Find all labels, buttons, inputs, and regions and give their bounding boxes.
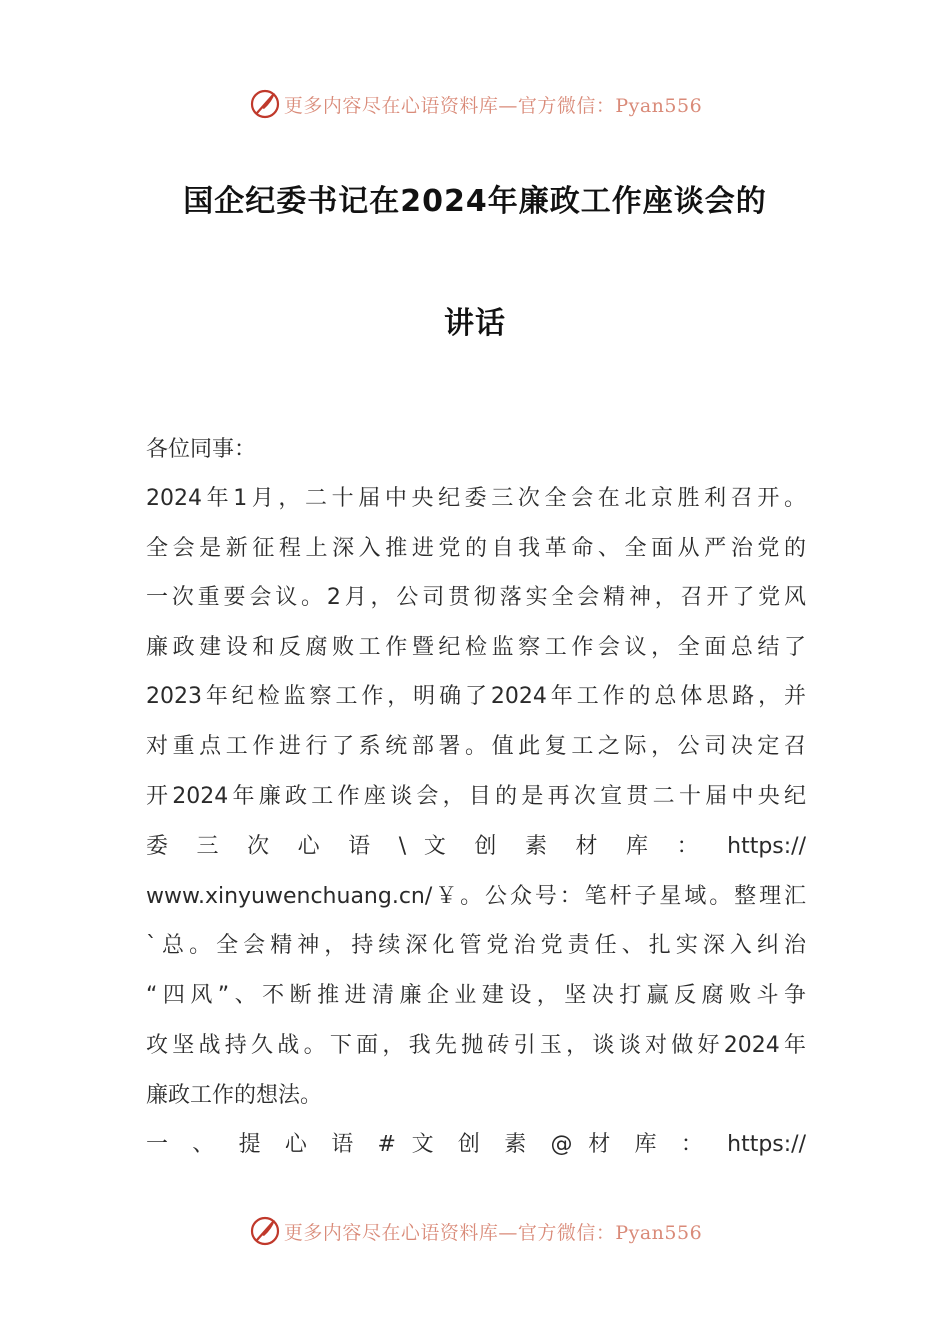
salutation: 各位同事： [146,437,257,462]
body-line: 委 三 次 心 语 \ 文 创 素 材 库 ： https:// [146,834,806,859]
header-banner [0,84,950,124]
body-line: 攻坚战持久战。下面，我先抛砖引玉，谈谈对做好2024年 [146,1033,806,1058]
quill-logo-icon [248,1214,282,1248]
body-line: 2023年纪检监察工作，明确了2024年工作的总体思路，并 [146,684,806,709]
document-title-line-1: 国企纪委书记在2024年廉政工作座谈会的 [183,184,767,219]
body-line: 对重点工作进行了系统部署。值此复工之际，公司决定召 [146,734,806,759]
body-line: 2024年1月，二十届中央纪委三次全会在北京胜利召开。 [146,486,806,511]
banner-text: 更多内容尽在心语资料库—官方微信：Pyan556 [283,1221,703,1244]
body-line: 开2024年廉政工作座谈会，目的是再次宣贯二十届中央纪 [146,784,806,809]
section-heading-line: 一 、 提 心 语 # 文 创 素 @ 材 库 ： https:// [146,1132,806,1157]
body-line: `总。全会精神，持续深化管党治党责任、扎实深入纠治 [146,933,806,958]
body-line: 全会是新征程上深入推进党的自我革命、全面从严治党的 [146,536,806,561]
quill-logo-icon [248,87,282,121]
body-line: 廉政建设和反腐败工作暨纪检监察工作会议，全面总结了 [146,635,806,660]
document-title-line-2: 讲话 [444,306,506,341]
body-line: 一次重要会议。2月，公司贯彻落实全会精神，召开了党风 [146,585,806,610]
body-line: 廉政工作的想法。 [146,1083,323,1108]
body-line: www.xinyuwenchuang.cn/￥。公众号：笔杆子星域。整理汇 [146,884,806,909]
body-line: “四风”、不断推进清廉企业建设，坚决打赢反腐败斗争 [146,983,806,1008]
footer-banner [0,1211,950,1251]
banner-text: 更多内容尽在心语资料库—官方微信：Pyan556 [283,94,703,117]
